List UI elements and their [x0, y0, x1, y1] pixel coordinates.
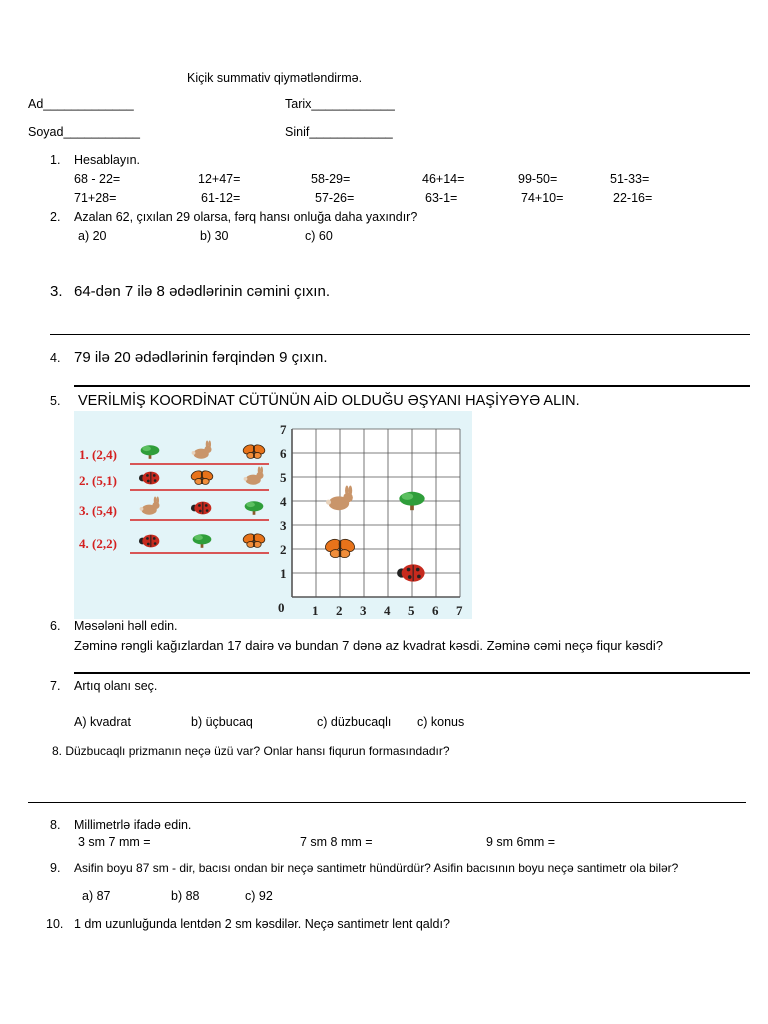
date-field-label: Tarix____________: [285, 97, 395, 111]
q1-text: Hesablayın.: [74, 153, 141, 167]
q1-expression: 71+28=: [74, 191, 117, 205]
q8a-text: 8. Düzbucaqlı prizmanın neçə üzü var? Onlar hansı fiqurun formasındadır?: [52, 744, 450, 758]
surname-field-label: Soyad___________: [28, 125, 140, 139]
x-tick-label: 3: [360, 603, 367, 618]
grid-area: [292, 429, 460, 597]
q1-expression: 22-16=: [613, 191, 653, 205]
q8a-answer-line: [28, 802, 746, 803]
q1-expression: 99-50=: [518, 172, 558, 186]
q5-number: 5.: [50, 394, 61, 408]
q9-option-c: c) 92: [245, 889, 273, 903]
origin-label: 0: [278, 600, 285, 615]
q4-text: 79 ilə 20 ədədlərinin fərqindən 9 çıxın.: [74, 349, 328, 366]
q7-option-a: A) kvadrat: [74, 715, 131, 729]
legend-row-label: 2. (5,1): [79, 473, 117, 488]
q6-number: 6.: [50, 619, 61, 633]
q3-answer-line: [50, 334, 750, 335]
y-tick-label: 3: [280, 518, 287, 533]
x-tick-label: 7: [456, 603, 463, 618]
q9-option-b: b) 88: [171, 889, 200, 903]
y-tick-label: 4: [280, 494, 287, 509]
q6-answer-line: [74, 672, 750, 674]
q8b-text: Millimetrlə ifadə edin.: [74, 818, 192, 832]
coordinate-figure: [74, 411, 472, 619]
q10-text: 1 dm uzunluğunda lentdən 2 sm kəsdilər. Neçə santimetr lent qaldı?: [74, 917, 450, 931]
x-tick-label: 4: [384, 603, 391, 618]
rabbit-icon: [140, 497, 160, 515]
tree-icon: [245, 501, 264, 515]
q1-expression: 12+47=: [198, 172, 241, 186]
worksheet-title: Kiçik summativ qiymətləndirmə.: [187, 71, 363, 85]
rabbit-icon: [244, 467, 264, 485]
tree-icon: [141, 445, 160, 459]
y-tick-label: 1: [280, 566, 287, 581]
q4-number: 4.: [50, 351, 61, 365]
y-tick-label: 2: [280, 542, 287, 557]
y-tick-label: 7: [280, 422, 287, 437]
q1-expression: 57-26=: [315, 191, 355, 205]
q6-text-2: Zəminə rəngli kağızlardan 17 dairə və bundan 7 dənə az kvadrat kəsdi. Zəminə cəmi neçə fiqur kəsdi?: [74, 638, 663, 653]
q7-option-b: b) üçbucaq: [191, 715, 253, 729]
q2-option-b: b) 30: [200, 229, 229, 243]
y-tick-label: 6: [280, 446, 287, 461]
coordinate-figure-svg: [74, 411, 472, 619]
x-tick-label: 1: [312, 603, 319, 618]
q2-option-c: c) 60: [305, 229, 333, 243]
q3-number: 3.: [50, 283, 63, 300]
butterfly-icon: [242, 532, 267, 547]
q8b-item: 7 sm 8 mm =: [300, 835, 373, 849]
q7-number: 7.: [50, 679, 61, 693]
x-tick-label: 6: [432, 603, 439, 618]
legend-row-label: 1. (2,4): [79, 447, 117, 462]
legend-row-label: 3. (5,4): [79, 503, 117, 518]
ladybug-icon: [139, 535, 159, 548]
q7-text: Artıq olanı seç.: [74, 679, 158, 693]
q1-expression: 51-33=: [610, 172, 650, 186]
q3-text: 64-dən 7 ilə 8 ədədlərinin cəmini çıxın.: [74, 283, 330, 300]
q1-expression: 58-29=: [311, 172, 351, 186]
q9-text: Asifin boyu 87 sm - dir, bacısı ondan bir neçə santimetr hündürdür? Asifin bacısının boyu neçə santimetr ola bilər?: [74, 861, 679, 875]
butterfly-icon: [242, 443, 267, 458]
q9-number: 9.: [50, 861, 61, 875]
q7-option-d: c) konus: [417, 715, 465, 729]
q1-expression: 61-12=: [201, 191, 241, 205]
x-tick-label: 5: [408, 603, 415, 618]
butterfly-icon: [190, 469, 215, 484]
q9-option-a: a) 87: [82, 889, 111, 903]
name-field-label: Ad_____________: [28, 97, 134, 111]
q8b-number: 8.: [50, 818, 61, 832]
q6-text: Məsələni həll edin.: [74, 619, 178, 633]
y-tick-label: 5: [280, 470, 287, 485]
x-tick-label: 2: [336, 603, 343, 618]
q5-text: VERİLMİŞ KOORDİNAT CÜTÜNÜN AİD OLDUĞU ƏŞYANI HAŞİYƏYƏ ALIN.: [78, 393, 580, 409]
q2-number: 2.: [50, 210, 61, 224]
ladybug-icon: [139, 472, 159, 485]
class-field-label: Sinif____________: [285, 125, 393, 139]
q4-answer-line: [74, 385, 750, 387]
q8b-item: 9 sm 6mm =: [486, 835, 556, 849]
q8b-item: 3 sm 7 mm =: [78, 835, 151, 849]
ladybug-icon: [191, 502, 211, 515]
q1-expression: 68 - 22=: [74, 172, 121, 186]
q2-text: Azalan 62, çıxılan 29 olarsa, fərq hansı onluğa daha yaxındır?: [74, 210, 418, 224]
q7-option-c: c) düzbucaqlı: [317, 715, 392, 729]
q1-expression: 63-1=: [425, 191, 458, 205]
q2-option-a: a) 20: [78, 229, 107, 243]
q1-expression: 74+10=: [521, 191, 564, 205]
q10-number: 10.: [46, 917, 64, 931]
rabbit-icon: [192, 441, 212, 459]
q1-expression: 46+14=: [422, 172, 465, 186]
q1-number: 1.: [50, 153, 61, 167]
tree-icon: [193, 534, 212, 548]
legend-row-label: 4. (2,2): [79, 536, 117, 551]
